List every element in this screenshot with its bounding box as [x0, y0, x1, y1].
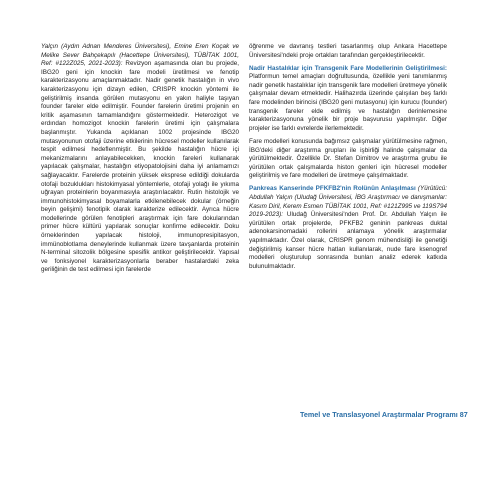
paragraph-continued [249, 43, 447, 60]
page-number: 87 [459, 410, 468, 419]
section-pfkfb2 [249, 185, 447, 271]
page-footer [300, 410, 468, 419]
left-column [41, 43, 239, 275]
section-heading: Nadir Hastalıklar için Transgenik Fare Modellerinin Geliştirilmesi: [249, 64, 447, 72]
paragraph-text: öğrenme ve davranış testleri tasarlanmış olup Ankara Hacettepe Üniversitesi'ndeki proje ortakları tarafından gerçekleştirilecektir. [249, 43, 447, 59]
paragraph-collaborations [249, 138, 447, 181]
right-column [249, 43, 447, 276]
paragraph-text: Platformun temel amaçları doğrultusunda, özellikle yeni tanımlanmış nadir genetik hastalıklar için transgenik fare modelleri üretmeye yönelik çalışmalar devam etmektedir. Halihazırda üzerinde çalışılan beş farklı fare modelinden birincisi (IBG20 geni mutasyonu) için kurucu (founder) transgenik fareler elde edilmiş ve hastalığın derinlemesine karakterizasyonuna yönelik bir proje başvurusu yapılmıştır. Diğer projeler ise farklı evrelerde ilerlemektedir. [249, 73, 447, 132]
footer-program-label: Temel ve Translasyonel Araştırmalar Programı [300, 410, 458, 419]
paragraph-text: Uludağ Üniversitesi'nden Prof. Dr. Abdullah Yalçın ile yürütülen ortak projelerde, PFKFB2 geninin pankreas duktal adenokarsinomadaki rollerini anlamaya yönelik araştırmalar yapılmaktadır. Özel olarak, CRISPR genom mühendisliği ile genetiği değiştirilmiş kanser hücre hatları kullanılarak, nude fare ksenogref modelleri oluşturulup sonrasında bunları analiz ederek katkıda bulunulmaktadır. [249, 211, 447, 270]
paragraph-continued-citation [41, 43, 239, 275]
section-heading: Pankreas Kanserinde PFKFB2'nin Rolünün Anlaşılması [249, 185, 416, 193]
paragraph-text: Fare modelleri konusunda bağımsız çalışmalar yürütülmesine rağmen, İBG'deki diğer araştırma grupları ile işbirliği halinde çalışmalar da yürütülmektedir. Özellikle Dr. Stefan Dimitrov ve araştırma grubu ile yürütülen ortak çalışmalarda histon genleri için hücresel modeller geliştirilmiş ve fare modelleri de üretmeye çalışılmaktadır. [249, 137, 447, 180]
section-transgenic-models [249, 65, 447, 134]
citation-italic: (Yürütücü: Abdullah Yalçın (Uludağ Üniversitesi, İBG Araştırmacı ve danışmanlar: Kasım Diril, Kerem Esmen TÜBİTAK 1001, Ref: #121Z995 ve 119S794 2019-2023): [249, 185, 447, 219]
paragraph-text: Revizyon aşamasında olan bu projede, IBG20 geni için knockin fare modeli üretilmesi ve fenotip karakterizasyonu amaçlanmaktadır. Nadir genetik hastalığın in vivo karakterizasyonu için dizayn edilen, CRISPR knockin yöntemi ile geliştirilmiş insanda görülen mutasyonu en yakın haliyle taşıyan founder fareler elde edilmiştir. Founder farelerin üretimi projenin en kritik aşamasının tamamlandığını göstermektedir. Heterozigot ve erdından homozigot knockin farelerin üretimi için çalışmalara başlanmıştır. Yukarıda açıklanan 1002 projesinde IBG20 mutasyonunun otofaji üzerine etkilerinin hücresel modeller kullanılarak tespit edilmesi hedeflenmiştir. Bu şekilde hastalığın hücre içi mekanizmalarını anlayabilecekken, knockin fareleri kullanarak yapılacak çalışmalar, hastalığın etiyopatolojisini daha iyi anlamamızı sağlayacaktır. Farelerde proteinin yüksek eksprese edildiği dokularda otofaji bozuklukları histokimyasal yöntemlerle, otofaji yolağı ile yıkıma uğrayan proteinlerin boyanmasıyla araştırılacaktır. Rutin histolojik ve immunohistokimyasal boyamalarla etkilenebilecek dokular (örneğin beyin gelişimi) fenotipik olarak karakterize edilecektir. Ayrıca hücre modellerinde görülen fenotipleri araştırmak için fare dokularından primer hücre kültürü yapılarak sonuçlar konfirme edilecektir. Doku örneklerinden yapılacak histoloji, immunopresipitasyon, immünoblotlama deneylerinde kullanmak üzere tavşanlarda proteinin N-terminal sitozolik bölgesine spesifik antikor geliştirilecektir. Yapısal ve fonksiyonel karakterizasyonlarla beraber hastalardaki zeka geriliğinin de test edilmesi için farelerde [41, 60, 239, 274]
citation-italic: Yalçın (Aydın Adnan Menderes Üniversitesi), Emine Eren Koçak ve Melike Sever Bahçekapılı (Hacettepe Üniversitesi), TÜBİTAK 1001, Ref: #122Z025, 2021-2023): [41, 43, 239, 68]
